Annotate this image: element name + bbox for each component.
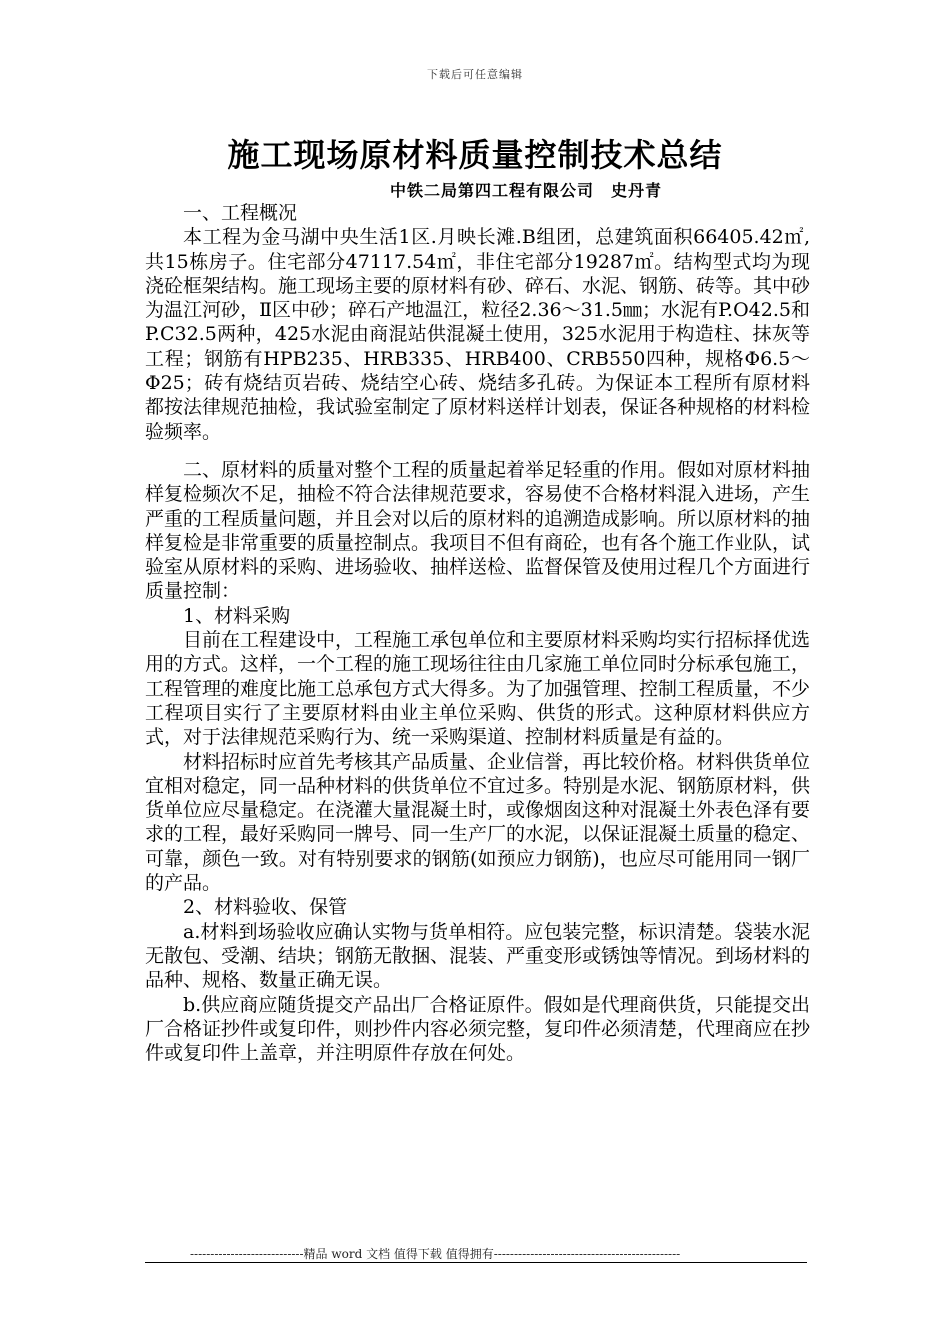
header-note: 下载后可任意编辑 [427, 68, 523, 81]
author-line: 中铁二局第四工程有限公司 史丹青 [390, 181, 663, 200]
footer-divider [145, 1262, 807, 1263]
paragraph-acceptance-b: b.供应商应随货提交产品出厂合格证原件。假如是代理商供货，只能提交出厂合格证抄件或复印件，则抄件内容必须完整，复印件必须清楚，代理商应在抄件或复印件上盖章，并注明原件存放在何处。 [145, 993, 811, 1065]
section-heading-overview: 一、工程概况 [183, 202, 298, 224]
section-heading-acceptance: 2、材料验收、保管 [183, 896, 348, 919]
section-heading-procurement: 1、材料采购 [183, 604, 291, 627]
paragraph-overview: 本工程为金马湖中央生活1区.月映长滩.B组团，总建筑面积66405.42㎡,共15栋房子。住宅部分47117.54㎡，非住宅部分19287㎡。结构型式均为现浇砼框架结构。施工现场主要的原材料有砂、碎石、水泥、钢筋、砖等。其中砂为温江河砂，Ⅱ区中砂；碎石产地温江，粒径2.36～31.5㎜；水泥有P.O42.5和P.C32.5两种，425水泥由商混站供混凝土使用，325水泥用于构造柱、抹灰等工程；钢筋有HPB235、HRB335、HRB400、CRB550四种，规格Φ6.5～Φ25；砖有烧结页岩砖、烧结空心砖、烧结多孔砖。为保证本工程所有原材料都按法律规范抽检，我试验室制定了原材料送样计划表，保证各种规格的材料检验频率。 [145, 226, 811, 443]
paragraph-procurement: 目前在工程建设中，工程施工承包单位和主要原材料采购均实行招标择优选用的方式。这样，一个工程的施工现场往往由几家施工单位同时分标承包施工，工程管理的难度比施工总承包方式大得多。为了加强管理、控制工程质量，不少工程项目实行了主要原材料由业主单位采购、供货的形式。这种原材料供应方式，对于法律规范采购行为、统一采购渠道、控制材料质量是有益的。 [145, 629, 811, 749]
paragraph-acceptance-a: a.材料到场验收应确认实物与货单相符。应包装完整，标识清楚。袋装水泥无散包、受潮、结块；钢筋无散捆、混装、严重变形或锈蚀等情况。到场材料的品种、规格、数量正确无误。 [145, 920, 811, 992]
document-title: 施工现场原材料质量控制技术总结 [227, 136, 723, 174]
paragraph-importance: 二、原材料的质量对整个工程的质量起着举足轻重的作用。假如对原材料抽样复检频次不足，抽检不符合法律规范要求，容易使不合格材料混入进场，产生严重的工程质量问题，并且会对以后的原材料的追溯造成影响。所以原材料的抽样复检是非常重要的质量控制点。我项目不但有商砼，也有各个施工作业队，试验室从原材料的采购、进场验收、抽样送检、监督保管及使用过程几个方面进行质量控制： [145, 458, 811, 603]
document-body [145, 201, 810, 1065]
paragraph-tender: 材料招标时应首先考核其产品质量、企业信誉，再比较价格。材料供货单位宜相对稳定，同一品种材料的供货单位不宜过多。特别是水泥、钢筋原材料，供货单位应尽量稳定。在浇灌大量混凝土时，或像烟囱这种对混凝土外表色泽有要求的工程，最好采购同一牌号、同一生产厂的水泥，以保证混凝土质量的稳定、可靠，颜色一致。对有特别要求的钢筋(如预应力钢筋)，也应尽可能用同一钢厂的产品。 [145, 750, 811, 895]
footer-note: ----------------------------精品 word 文档 值得下载 值得拥有---------------------------------------------- [190, 1247, 681, 1261]
